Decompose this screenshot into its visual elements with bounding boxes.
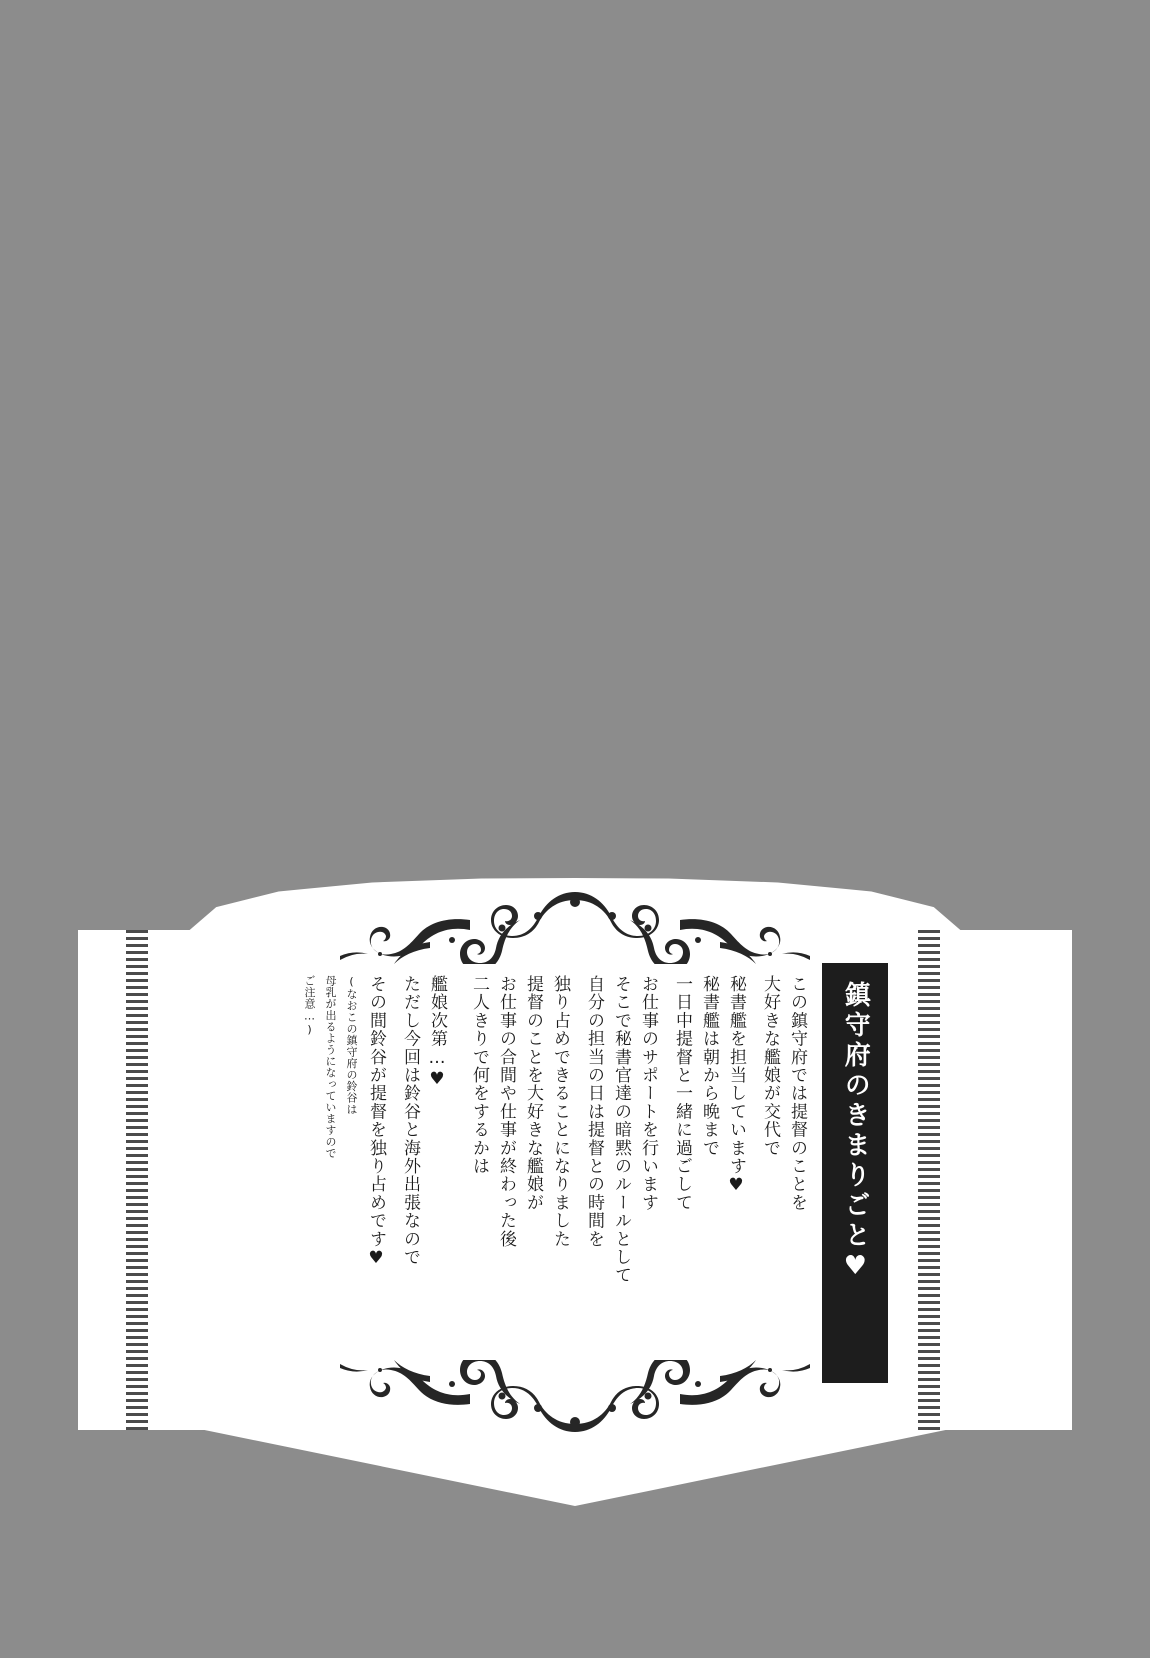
text-column-note: ご注意…) xyxy=(303,975,316,1037)
left-striped-ribbon xyxy=(126,930,148,1430)
body-text-block xyxy=(170,975,810,1385)
text-column: 二人きりで何をするかは xyxy=(469,975,489,1176)
text-column: 一日中提督と一緒に過ごして xyxy=(672,975,692,1212)
text-column: 艦娘次第…♥ xyxy=(427,975,447,1091)
text-column-note: (なおこの鎮守府の鈴谷は xyxy=(345,975,358,1115)
card-top-flare xyxy=(185,878,965,934)
text-column: 秘書艦を担当しています♥ xyxy=(726,975,746,1197)
text-column: 自分の担当の日は提督との時間を xyxy=(584,975,604,1248)
text-column: その間鈴谷が提督を独り占めです♥ xyxy=(366,975,386,1270)
text-column: この鎮守府では提督のことを xyxy=(787,975,807,1212)
text-column: そこで秘書官達の暗黙のルールとして xyxy=(611,975,631,1285)
text-column: 提督のことを大好きな艦娘が xyxy=(523,975,543,1212)
text-column: お仕事のサポートを行います xyxy=(638,975,658,1212)
card-bottom-flare xyxy=(185,1426,965,1506)
text-column: ただし今回は鈴谷と海外出張なので xyxy=(400,975,420,1267)
text-column-note: 母乳が出るようになっていますので xyxy=(324,975,337,1159)
right-striped-ribbon xyxy=(918,930,940,1430)
page-title: 鎮守府のきまりごと♥ xyxy=(840,981,871,1285)
title-plaque xyxy=(822,963,888,1383)
text-column: 独り占めできることになりました xyxy=(550,975,570,1248)
text-column: 秘書艦は朝から晩まで xyxy=(699,975,719,1157)
text-column: 大好きな艦娘が交代で xyxy=(760,975,780,1157)
text-column: お仕事の合間や仕事が終わった後 xyxy=(496,975,516,1248)
